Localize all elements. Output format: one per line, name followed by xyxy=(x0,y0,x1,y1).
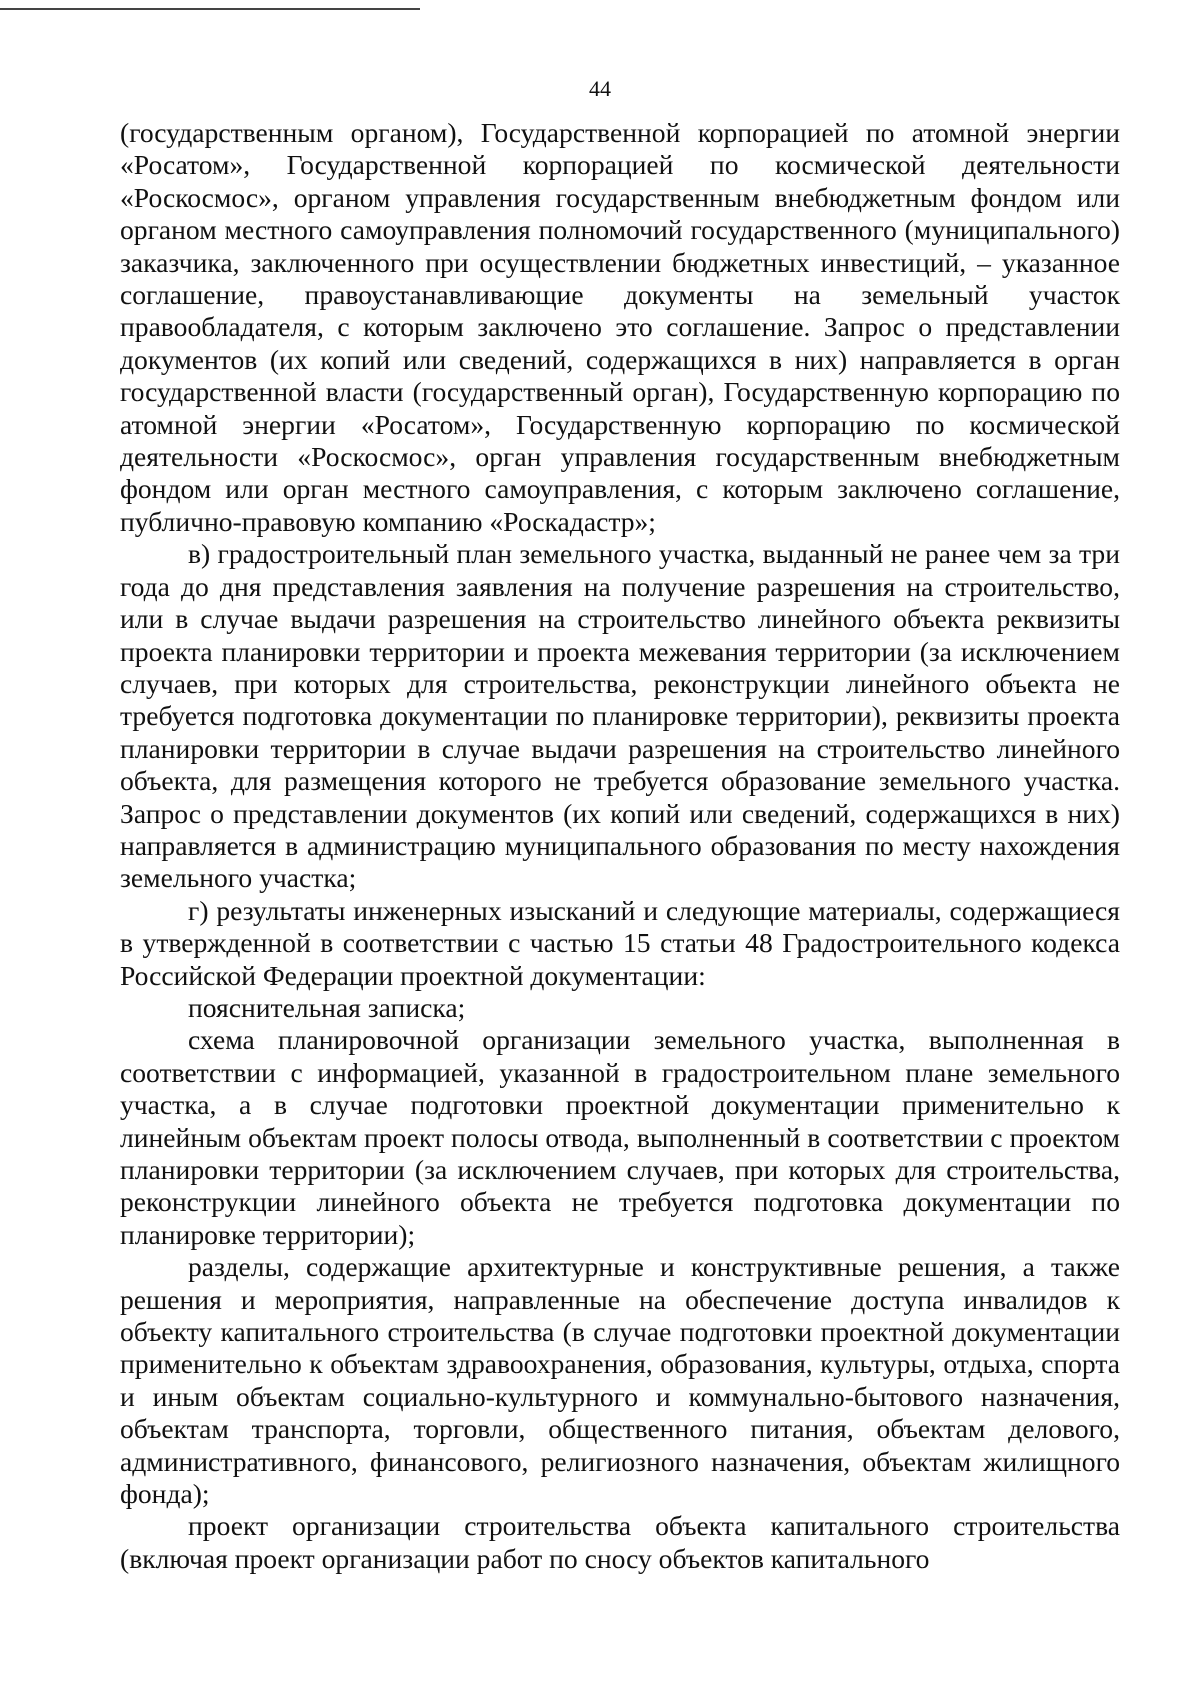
paragraph-construction-project: проект организации строительства объекта капитального строительства (включая проект организации работ по сносу объектов капитального xyxy=(120,1510,1120,1574)
top-rule xyxy=(0,8,420,10)
paragraph-item-v: в) градостроительный план земельного участка, выданный не ранее чем за три года до дня представления заявления на получение разрешения на строительство, или в случае выдачи разрешения на строительство линейного объекта реквизиты проекта планировки территории и проекта межевания территории (за исключением случаев, при которых для строительства, реконструкции линейного объекта не требуется подготовка документации по планировке территории), реквизиты проекта планировки территории в случае выдачи разрешения на строительство линейного объекта, для размещения которого не требуется образование земельного участка. Запрос о представлении документов (их копий или сведений, содержащихся в них) направляется в администрацию муниципального образования по месту нахождения земельного участка; xyxy=(120,538,1120,894)
paragraph-explanatory-note: пояснительная записка; xyxy=(188,991,466,1023)
paragraph-architectural-sections: разделы, содержащие архитектурные и конструктивные решения, а также решения и мероприятия, направленные на обеспечение доступа инвалидов к объекту капитального строительства (в случае подготовки проектной документации применительно к объектам здравоохранения, образования, культуры, отдыха, спорта и иным объектам социально-культурного и коммунально-бытового назначения, объектам транспорта, торговли, общественного питания, объектам делового, административного, финансового, религиозного назначения, объектам жилищного фонда); xyxy=(120,1251,1120,1510)
paragraph-item-g: г) результаты инженерных изысканий и следующие материалы, содержащиеся в утвержденной в соответствии с частью 15 статьи 48 Градостроительного кодекса Российской Федерации проектной документации: xyxy=(120,894,1120,991)
paragraph-site-plan-scheme: схема планировочной организации земельного участка, выполненная в соответствии с информацией, указанной в градостроительном плане земельного участка, а в случае подготовки проектной документации применительно к линейным объектам проект полосы отвода, выполненный в соответствии с проектом планировки территории (за исключением случаев, при которых для строительства, реконструкции линейного объекта не требуется подготовка документации по планировке территории); xyxy=(120,1024,1120,1250)
page-number: 44 xyxy=(589,76,611,101)
document-body xyxy=(120,117,1120,1575)
paragraph-continuation: (государственным органом), Государственной корпорацией по атомной энергии «Росатом», Государственной корпорацией по космической деятельности «Роскосмос», органом управления государственным внебюджетным фондом или органом местного самоуправления полномочий государственного (муниципального) заказчика, заключенного при осуществлении бюджетных инвестиций, – указанное соглашение, правоустанавливающие документы на земельный участок правообладателя, с которым заключено это соглашение. Запрос о представлении документов (их копий или сведений, содержащихся в них) направляется в орган государственной власти (государственный орган), Государственную корпорацию по атомной энергии «Росатом», Государственную корпорацию по космической деятельности «Роскосмос», орган управления государственным внебюджетным фондом или орган местного самоуправления, с которым заключено соглашение, публично-правовую компанию «Роскадастр»; xyxy=(120,117,1120,537)
